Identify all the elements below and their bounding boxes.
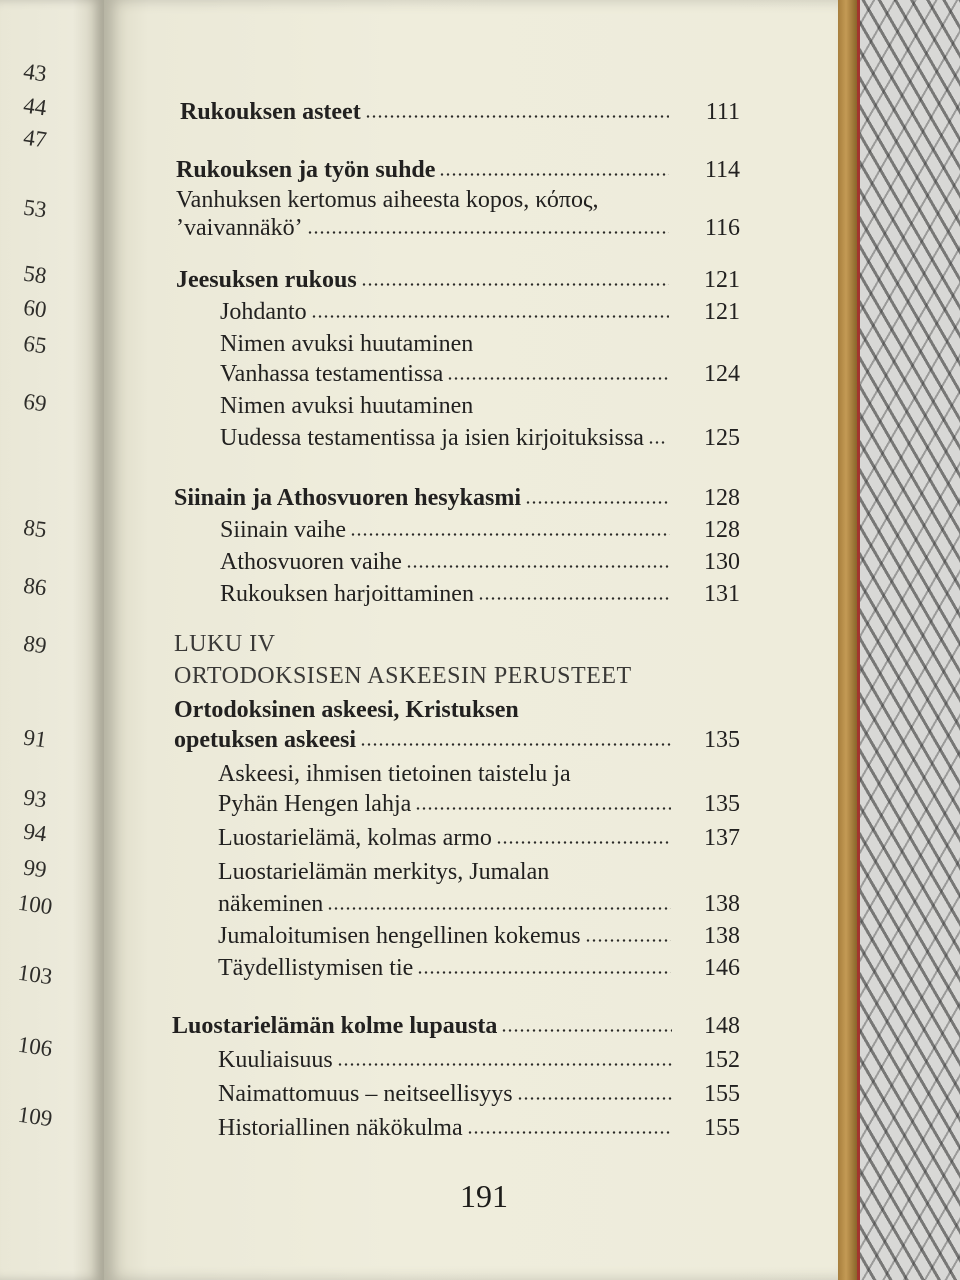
toc-page [104, 0, 838, 1280]
toc-leader-dots [478, 597, 670, 600]
toc-leader-dots [525, 501, 670, 504]
toc-entry [104, 1008, 838, 1042]
toc-entry [104, 210, 838, 244]
toc-leader-dots [517, 1097, 672, 1100]
toc-entry-page: 111 [705, 99, 740, 125]
toc-entry [104, 512, 838, 546]
toc-entry-page: 138 [704, 923, 740, 949]
toc-entry [104, 356, 838, 390]
toc-entry-page: 155 [704, 1115, 740, 1141]
toc-leader-dots [417, 971, 671, 974]
toc-entry [104, 326, 838, 360]
toc-entry-title: Siinain vaihe [220, 517, 346, 543]
toc-entry-page: 148 [704, 1013, 740, 1039]
toc-leader-dots [496, 841, 671, 844]
toc-entry-title: LUKU IV [174, 631, 276, 657]
toc-leader-dots [467, 1131, 672, 1134]
toc-entry [104, 576, 838, 610]
toc-entry-title: Nimen avuksi huutaminen [220, 393, 474, 419]
left-page-number: 94 [21, 818, 49, 847]
left-page-number: 60 [21, 294, 49, 323]
toc-entry [104, 722, 838, 756]
left-page-number: 44 [21, 92, 49, 121]
toc-entry [104, 480, 838, 514]
toc-entry-title: näkeminen [218, 891, 324, 917]
toc-leader-dots [337, 1063, 672, 1066]
left-page-number: 85 [21, 514, 49, 543]
toc-entry [104, 756, 838, 790]
left-page-number: 103 [16, 959, 54, 990]
toc-leader-dots [361, 283, 669, 286]
toc-entry [104, 1076, 838, 1110]
toc-entry-title: Nimen avuksi huutaminen [220, 331, 474, 357]
toc-leader-dots [439, 173, 669, 176]
left-page-number: 47 [21, 124, 49, 153]
toc-entry [104, 388, 838, 422]
toc-entry-page: 138 [704, 891, 740, 917]
toc-entry-title: opetuksen askeesi [174, 727, 357, 753]
toc-entry [104, 950, 838, 984]
toc-entry [104, 658, 838, 692]
toc-entry [104, 918, 838, 952]
toc-entry-title: Rukouksen ja työn suhde [176, 157, 436, 183]
toc-entry-title: Vanhuksen kertomus aiheesta kopos, κόπος, [176, 187, 599, 213]
toc-leader-dots [406, 565, 670, 568]
toc-entry [104, 544, 838, 578]
toc-entry-page: 125 [704, 425, 740, 451]
toc-entry-page: 152 [704, 1047, 740, 1073]
toc-leader-dots [350, 533, 670, 536]
left-page-number: 43 [21, 58, 49, 87]
toc-entry [104, 786, 838, 820]
left-page-number: 89 [21, 630, 49, 659]
toc-entry-page: 121 [704, 299, 740, 325]
toc-entry-title: Rukouksen harjoittaminen [220, 581, 474, 607]
toc-entry [104, 262, 838, 296]
toc-entry-page: 135 [704, 791, 740, 817]
toc-leader-dots [415, 807, 671, 810]
toc-entry-title: Askeesi, ihmisen tietoinen taistelu ja [218, 761, 571, 787]
left-page-number: 99 [21, 854, 49, 883]
toc-entry-title: Naimattomuus – neitseellisyys [218, 1081, 513, 1107]
toc-entry-page: 116 [704, 215, 740, 241]
toc-entry-page: 146 [704, 955, 740, 981]
toc-entry-title: Jumaloitumisen hengellinen kokemus [218, 923, 581, 949]
toc-entry-title: Athosvuoren vaihe [220, 549, 402, 575]
left-page-number: 109 [16, 1101, 54, 1132]
toc-leader-dots [360, 743, 671, 746]
left-page [0, 0, 104, 1280]
toc-entry-page: 128 [704, 517, 740, 543]
left-page-number: 100 [16, 889, 54, 920]
toc-entry-title: Kuuliaisuus [218, 1047, 333, 1073]
toc-entry-title: Täydellistymisen tie [218, 955, 414, 981]
toc-leader-dots [311, 315, 669, 318]
toc-entry-title: Uudessa testamentissa ja isien kirjoituksissa [220, 425, 644, 451]
left-page-number: 53 [21, 194, 49, 223]
toc-entry-page: 124 [704, 361, 740, 387]
toc-leader-dots [307, 231, 669, 234]
left-page-number: 106 [16, 1031, 54, 1062]
toc-entry-page: 121 [704, 267, 740, 293]
left-page-number: 65 [21, 330, 49, 359]
toc-entry-title: Historiallinen näkökulma [218, 1115, 463, 1141]
toc-leader-dots [447, 377, 669, 380]
toc-entry-title: Pyhän Hengen lahja [218, 791, 412, 817]
toc-entry-title: Luostarielämä, kolmas armo [218, 825, 492, 851]
toc-entry [104, 626, 838, 660]
toc-entry [104, 854, 838, 888]
toc-entry [104, 1110, 838, 1144]
book-gilded-edge [835, 0, 857, 1280]
toc-entry-title: Jeesuksen rukous [176, 267, 357, 293]
toc-leader-dots [327, 907, 671, 910]
left-page-number: 58 [21, 260, 49, 289]
toc-leader-dots [365, 115, 669, 118]
toc-leader-dots [501, 1029, 672, 1032]
toc-entry [104, 420, 838, 454]
toc-leader-dots [648, 441, 667, 444]
toc-entry-page: 137 [704, 825, 740, 851]
toc-entry-page: 155 [704, 1081, 740, 1107]
left-page-number: 93 [21, 784, 49, 813]
toc-entry-title: Ortodoksinen askeesi, Kristuksen [174, 697, 519, 723]
toc-leader-dots [585, 939, 671, 942]
toc-entry-title: Siinain ja Athosvuoren hesykasmi [174, 485, 521, 511]
toc-entry-page: 135 [704, 727, 740, 753]
toc-entry [104, 820, 838, 854]
toc-entry-page: 114 [704, 157, 740, 183]
toc-entry-title: Vanhassa testamentissa [220, 361, 444, 387]
toc-entry-title: ’vaivannäkö’ [176, 215, 303, 241]
left-page-number: 86 [21, 572, 49, 601]
page-folio: 191 [460, 1178, 508, 1214]
toc-entry-title: Rukouksen asteet [180, 99, 361, 125]
toc-entry-title: ORTODOKSISEN ASKEESIN PERUSTEET [174, 663, 632, 689]
toc-entry [104, 692, 838, 726]
toc-entry-title: Luostarielämän kolme lupausta [172, 1013, 498, 1039]
toc-entry-title: Luostarielämän merkitys, Jumalan [218, 859, 550, 885]
toc-entry [104, 152, 838, 186]
toc-entry-page: 130 [704, 549, 740, 575]
toc-entry [104, 294, 838, 328]
toc-entry-page: 128 [704, 485, 740, 511]
toc-entry-page: 131 [704, 581, 740, 607]
toc-entry [104, 1042, 838, 1076]
left-page-number: 69 [21, 388, 49, 417]
toc-entry [104, 886, 838, 920]
toc-entry-title: Johdanto [220, 299, 307, 325]
toc-entry [104, 94, 838, 128]
left-page-number: 91 [21, 724, 49, 753]
